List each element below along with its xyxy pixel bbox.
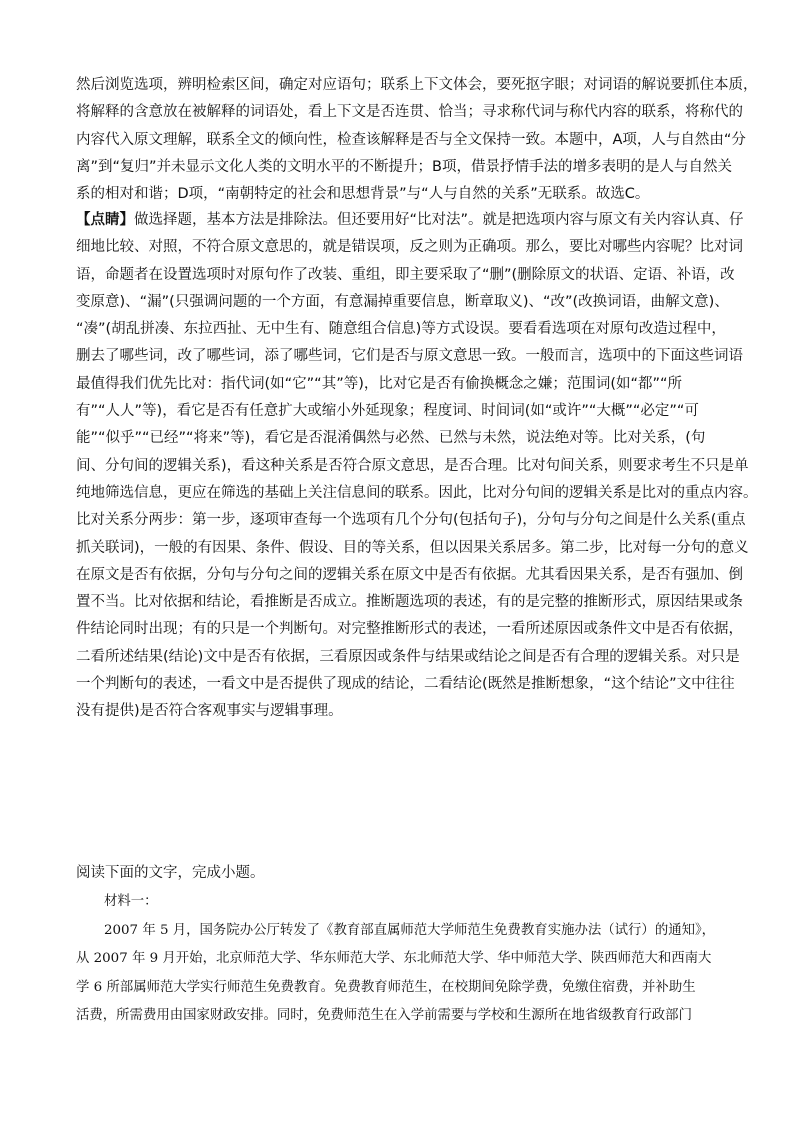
key-point-comment	[76, 207, 758, 753]
text-line: 置不当。比对依据和结论，看推断是否成立。推断题选项的表述，有的是完整的推断形式，原因结果或条	[76, 594, 743, 611]
comment-first-line: 做选择题，基本方法是排除法。但还要用好“比对法”。就是把选项内容与原文有关内容认真、仔	[134, 212, 744, 228]
text-line	[76, 726, 740, 753]
material-line: 活费，所需费用由国家财政安排。同时，免费师范生在入学前需要与学校和生源所在地省级教育行政部门	[76, 1008, 692, 1023]
text-line: 细地比较、对照，不符合原文意思的，就是错误项，反之则为正确项。那么，要比对哪些内容呢？比对词	[76, 239, 743, 256]
text-line: 纯地筛选信息，更应在筛选的基础上关注信息间的联系。因此，比对分句间的逻辑关系是比对的重点内容。	[76, 484, 758, 501]
material-line: 从 2007 年 9 月开始，北京师范大学、华东师范大学、东北师范大学、华中师范大学、陕西师范大和西南大	[76, 951, 712, 966]
text-line: 删去了哪些词，改了哪些词，添了哪些词，它们是否与原文意思一致。一般而言，选项中的下面这些词语	[76, 348, 743, 365]
answer-analysis	[76, 72, 758, 208]
reading-prompt-block	[76, 860, 740, 887]
text-line: 抓关联词)，一般的有因果、条件、假设、目的等关系，但以因果关系居多。第二步，比对每一分句的意义	[76, 539, 749, 556]
text-line: “凑”(胡乱拼凑、东拉西扯、无中生有、随意组合信息)等方式设误。要看看选项在对原句改造过程中，	[76, 321, 726, 338]
text-line: 比对关系分两步：第一步，逐项审查每一个选项有几个分句(包括句子)，分句与分句之间是什么关系(重点	[76, 512, 746, 529]
comment-label: 【点睛】	[76, 212, 134, 228]
text-line: 二看所述结果(结论)文中是否有依据，三看原因或条件与结果或结论之间是否有合理的逻辑关系。对只是	[76, 648, 740, 665]
reading-prompt: 阅读下面的文字，完成小题。	[76, 865, 265, 881]
text-line: 间、分句间的逻辑关系)，看这种关系是否符合原文意思，是否合理。比对句间关系，则要求考生不只是单	[76, 457, 749, 474]
material-line: 2007 年 5 月，国务院办公厅转发了《教育部直属师范大学师范生免费教育实施办法（试行）的通知》，	[104, 922, 716, 938]
text-line: 能”“似乎”“已经”“将来”等)，看它是否混淆偶然与必然、已然与未然，说法绝对等。比对关系，(句	[76, 430, 706, 447]
text-line: 将解释的含意放在被解释的词语处，看上下文是否连贯、恰当；寻求称代词与称代内容的联系，将称代的	[76, 104, 743, 121]
text-line: 一个判断句的表述，一看文中是否提供了现成的结论，二看结论(既然是推断想象，“这个结论”文中往往	[76, 676, 735, 693]
text-line	[76, 207, 744, 234]
text-line: 最值得我们优先比对：指代词(如“它”“其”等)，比对它是否有偷换概念之嫌；范围词(如“都”“所	[76, 375, 683, 392]
text-line: 变原意)、“漏”(只强调问题的一个方面，有意漏掉重要信息，断章取义)、“改”(改换词语，曲解文意)、	[76, 293, 729, 310]
material-label: 材料一：	[104, 894, 158, 909]
text-line: 系的相对和谐；D项，“南朝特定的社会和思想背景”与“人与自然的关系”无联系。故选C。	[76, 186, 650, 203]
text-line: 语，命题者在设置选项时对原句作了改装、重组，即主要采取了“删”(删除原文的状语、定语、补语，改	[76, 266, 735, 283]
text-line: 件结论同时出现；有的只是一个判断句。对完整推断形式的表述，一看所述原因或条件文中是否有依据，	[76, 621, 743, 638]
text-line: 离”到“复归”并未显示文化人类的文明水平的不断提升；B项，借景抒情手法的增多表明的是人与自然关	[76, 158, 732, 175]
text-line: 有”“人人”等)，看它是否有任意扩大或缩小外延现象；程度词、时间词(如“或许”“大概”“必定”“可	[76, 403, 699, 420]
text-line: 没有提供)是否符合客观事实与逻辑事理。	[76, 703, 343, 720]
text-line: 内容代入原文理解，联系全文的倾向性，检查该解释是否与全文保持一致。本题中，A项，人与自然由“分	[76, 131, 746, 148]
text-line: 在原文是否有依据，分句与分句之间的逻辑关系在原文中是否有依据。尤其看因果关系，是否有强加、倒	[76, 566, 743, 583]
material-line: 学 6 所部属师范大学实行师范生免费教育。免费教育师范生，在校期间免除学费，免缴住宿费，并补助生	[76, 979, 696, 995]
material-one	[76, 888, 740, 1031]
text-line: 然后浏览选项，辨明检索区间，确定对应语句；联系上下文体会，要死抠字眼；对词语的解说要抓住本质，	[76, 77, 758, 93]
